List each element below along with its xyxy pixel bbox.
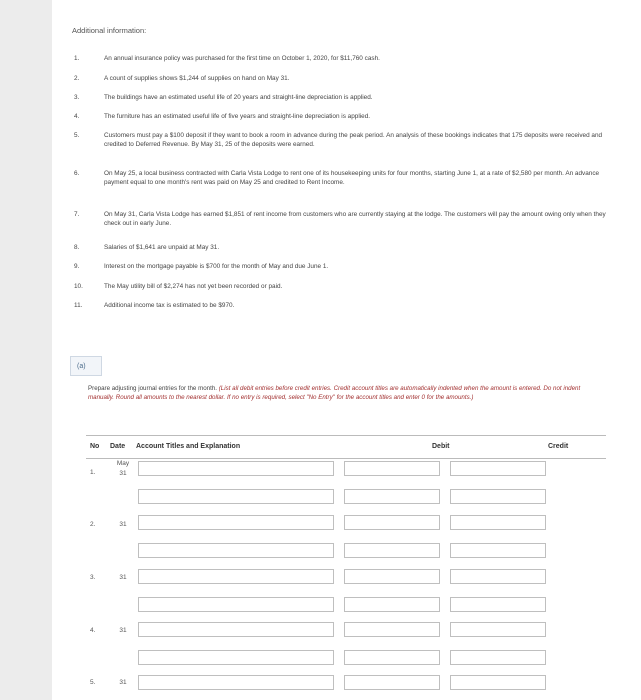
credit-field[interactable] <box>450 675 546 690</box>
debit-field[interactable] <box>344 569 440 584</box>
info-text: A count of supplies shows $1,244 of supplies on hand on May 31. <box>104 75 290 82</box>
debit-field[interactable] <box>344 650 440 665</box>
instructions-note: (List all debit entries before credit entries. Credit account titles are automatically indented when the amount is entered. Do not indent manually. Round all amounts to the nearest dollar. If no entry is required, select "No Entry" for the account titles and enter 0 for the amounts.) <box>88 385 581 401</box>
entry-month: May <box>116 460 130 467</box>
info-number: 1. <box>74 55 80 62</box>
credit-field[interactable] <box>450 515 546 530</box>
col-account-header: Account Titles and Explanation <box>136 443 241 450</box>
entry-day: 31 <box>119 574 127 581</box>
info-number: 5. <box>74 132 80 139</box>
debit-field[interactable] <box>344 489 440 504</box>
info-number: 9. <box>74 263 80 270</box>
account-title-field[interactable] <box>138 489 334 504</box>
entry-day: 31 <box>119 521 127 528</box>
col-credit-header: Credit <box>548 443 569 450</box>
credit-field[interactable] <box>450 650 546 665</box>
info-text: The buildings have an estimated useful life of 20 years and straight-line depreciation is applied. <box>104 94 373 101</box>
col-debit-header: Debit <box>432 443 450 450</box>
account-title-field[interactable] <box>138 675 334 690</box>
instructions <box>88 385 588 402</box>
entry-number: 2. <box>90 521 96 528</box>
credit-field[interactable] <box>450 489 546 504</box>
debit-field[interactable] <box>344 597 440 612</box>
debit-field[interactable] <box>344 675 440 690</box>
account-title-field[interactable] <box>138 597 334 612</box>
journal-table-header <box>86 435 606 459</box>
info-text: Additional income tax is estimated to be $970. <box>104 302 235 309</box>
info-text: Interest on the mortgage payable is $700 for the month of May and due June 1. <box>104 263 329 270</box>
part-a-label: (a) <box>70 356 102 376</box>
entry-day: 31 <box>119 470 127 477</box>
account-title-field[interactable] <box>138 569 334 584</box>
info-text: Customers must pay a $100 deposit if they want to book a room in advance during the peak period. An analysis of these bookings indicates that 175 deposits were received and credited to Deferred Revenue. By May 31, 25 of the deposits were earned. <box>104 132 603 148</box>
debit-field[interactable] <box>344 622 440 637</box>
info-text: The May utility bill of $2,274 has not yet been recorded or paid. <box>104 283 283 290</box>
credit-field[interactable] <box>450 622 546 637</box>
credit-field[interactable] <box>450 461 546 476</box>
credit-field[interactable] <box>450 543 546 558</box>
credit-field[interactable] <box>450 569 546 584</box>
info-text: The furniture has an estimated useful life of five years and straight-line depreciation is applied. <box>104 113 371 120</box>
info-number: 6. <box>74 170 80 177</box>
credit-field[interactable] <box>450 597 546 612</box>
info-number: 4. <box>74 113 80 120</box>
debit-field[interactable] <box>344 461 440 476</box>
col-date-header: Date <box>110 443 126 450</box>
info-text: On May 31, Carla Vista Lodge has earned $1,851 of rent income from customers who are currently staying at the lodge. The customers will pay the amount owing only when they check out in early June. <box>104 211 606 227</box>
info-number: 8. <box>74 244 80 251</box>
account-title-field[interactable] <box>138 515 334 530</box>
info-number: 11. <box>74 302 83 309</box>
info-number: 2. <box>74 75 80 82</box>
additional-info-heading: Additional information: <box>72 26 147 35</box>
debit-field[interactable] <box>344 515 440 530</box>
entry-number: 3. <box>90 574 96 581</box>
info-number: 7. <box>74 211 80 218</box>
entry-day: 31 <box>119 679 127 686</box>
page <box>52 0 641 700</box>
info-number: 3. <box>74 94 80 101</box>
info-text: Salaries of $1,641 are unpaid at May 31. <box>104 244 220 251</box>
info-text: An annual insurance policy was purchased for the first time on October 1, 2020, for $11,760 cash. <box>104 55 380 62</box>
account-title-field[interactable] <box>138 543 334 558</box>
info-text: On May 25, a local business contracted with Carla Vista Lodge to rent one of its housekeeping units for four months, starting June 1, at a rate of $2,580 per month. An advance payment equal to one month's rent was paid on May 25 and credited to Rent Income. <box>104 170 600 186</box>
debit-field[interactable] <box>344 543 440 558</box>
entry-number: 1. <box>90 469 96 476</box>
account-title-field[interactable] <box>138 622 334 637</box>
entry-number: 5. <box>90 679 96 686</box>
instructions-text: Prepare adjusting journal entries for the month. <box>88 385 217 392</box>
col-no-header: No <box>90 443 100 450</box>
entry-number: 4. <box>90 627 96 634</box>
entry-day: 31 <box>119 627 127 634</box>
account-title-field[interactable] <box>138 650 334 665</box>
info-number: 10. <box>74 283 83 290</box>
account-title-field[interactable] <box>138 461 334 476</box>
